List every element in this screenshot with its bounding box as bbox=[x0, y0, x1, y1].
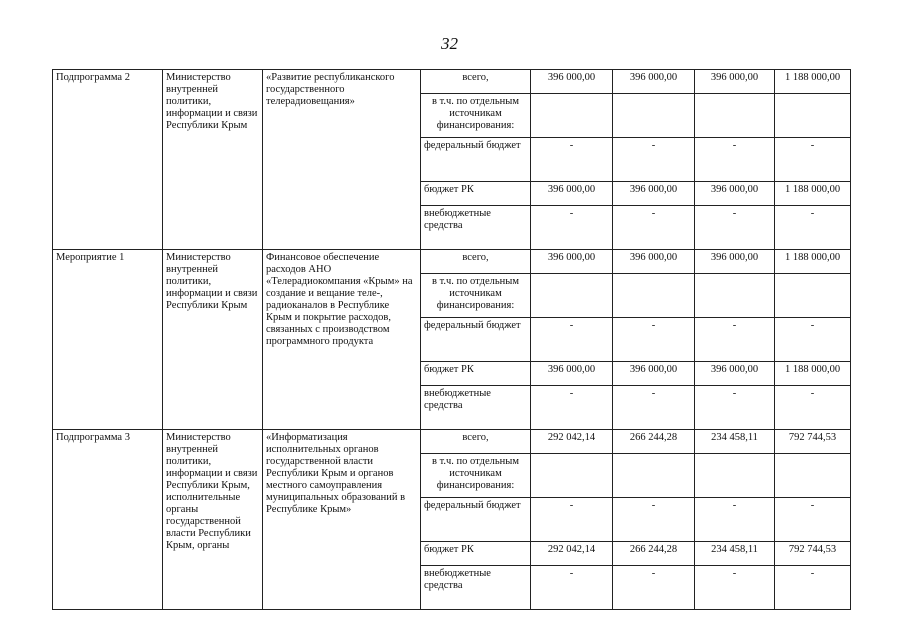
program-title-cell: Финансовое обеспечение расходов АНО «Телерадиокомпания «Крым» на создание и вещание теле-, радиоканалов в Республике Крым и покрытие расходов, связанных с производством программного продукта bbox=[263, 250, 421, 430]
program-code-cell: Мероприятие 1 bbox=[53, 250, 163, 430]
amount-cell: - bbox=[613, 498, 695, 542]
amount-cell: 396 000,00 bbox=[695, 250, 775, 274]
responsible-executor-cell: Министерство внутренней политики, информации и связи Республики Крым, исполнительные органы государственной власти Республики Крым, органы bbox=[163, 430, 263, 610]
program-code-cell: Подпрограмма 2 bbox=[53, 70, 163, 250]
amount-cell bbox=[531, 94, 613, 138]
funding-source-label: всего, bbox=[421, 430, 531, 454]
funding-source-label: федеральный бюджет bbox=[421, 138, 531, 182]
table-row bbox=[53, 70, 851, 94]
amount-cell: - bbox=[531, 498, 613, 542]
funding-source-label: внебюджетные средства bbox=[421, 206, 531, 250]
amount-cell bbox=[531, 274, 613, 318]
amount-cell: 396 000,00 bbox=[695, 182, 775, 206]
amount-cell: 1 188 000,00 bbox=[775, 362, 851, 386]
amount-cell: 266 244,28 bbox=[613, 542, 695, 566]
amount-cell: - bbox=[531, 138, 613, 182]
funding-source-label: всего, bbox=[421, 70, 531, 94]
amount-cell: 396 000,00 bbox=[613, 362, 695, 386]
amount-cell: 234 458,11 bbox=[695, 430, 775, 454]
amount-cell: - bbox=[531, 386, 613, 430]
funding-source-label: в т.ч. по отдельным источникам финансирования: bbox=[421, 94, 531, 138]
program-code-cell: Подпрограмма 3 bbox=[53, 430, 163, 610]
amount-cell: - bbox=[613, 318, 695, 362]
amount-cell bbox=[613, 94, 695, 138]
amount-cell: - bbox=[531, 206, 613, 250]
funding-source-label: бюджет РК bbox=[421, 182, 531, 206]
amount-cell: - bbox=[613, 206, 695, 250]
amount-cell: 1 188 000,00 bbox=[775, 70, 851, 94]
funding-source-label: федеральный бюджет bbox=[421, 498, 531, 542]
amount-cell: - bbox=[695, 386, 775, 430]
amount-cell: 396 000,00 bbox=[695, 70, 775, 94]
amount-cell bbox=[695, 454, 775, 498]
amount-cell: 396 000,00 bbox=[695, 362, 775, 386]
amount-cell: - bbox=[613, 386, 695, 430]
amount-cell bbox=[775, 94, 851, 138]
amount-cell: - bbox=[695, 206, 775, 250]
amount-cell: - bbox=[695, 498, 775, 542]
amount-cell: 1 188 000,00 bbox=[775, 250, 851, 274]
funding-source-label: всего, bbox=[421, 250, 531, 274]
amount-cell: 792 744,53 bbox=[775, 542, 851, 566]
amount-cell bbox=[613, 454, 695, 498]
amount-cell: 396 000,00 bbox=[531, 250, 613, 274]
funding-source-label: бюджет РК bbox=[421, 542, 531, 566]
budget-table bbox=[52, 69, 851, 610]
amount-cell: - bbox=[775, 138, 851, 182]
funding-source-label: в т.ч. по отдельным источникам финансирования: bbox=[421, 274, 531, 318]
responsible-executor-cell: Министерство внутренней политики, информации и связи Республики Крым bbox=[163, 250, 263, 430]
amount-cell: - bbox=[531, 566, 613, 610]
funding-source-label: внебюджетные средства bbox=[421, 386, 531, 430]
funding-source-label: внебюджетные средства bbox=[421, 566, 531, 610]
amount-cell: 396 000,00 bbox=[613, 70, 695, 94]
amount-cell: 396 000,00 bbox=[613, 250, 695, 274]
amount-cell: - bbox=[695, 138, 775, 182]
amount-cell bbox=[775, 274, 851, 318]
amount-cell: - bbox=[775, 566, 851, 610]
amount-cell bbox=[695, 94, 775, 138]
page-number: 32 bbox=[441, 34, 458, 53]
program-title-cell: «Информатизация исполнительных органов государственной власти Республики Крым и органов местного самоуправления муниципальных образований в Республике Крым» bbox=[263, 430, 421, 610]
amount-cell: 396 000,00 bbox=[531, 182, 613, 206]
funding-source-label: в т.ч. по отдельным источникам финансирования: bbox=[421, 454, 531, 498]
amount-cell: 396 000,00 bbox=[531, 362, 613, 386]
amount-cell bbox=[775, 454, 851, 498]
amount-cell: - bbox=[613, 566, 695, 610]
amount-cell: 1 188 000,00 bbox=[775, 182, 851, 206]
amount-cell bbox=[613, 274, 695, 318]
amount-cell: 266 244,28 bbox=[613, 430, 695, 454]
amount-cell: - bbox=[775, 498, 851, 542]
amount-cell bbox=[695, 274, 775, 318]
amount-cell: 234 458,11 bbox=[695, 542, 775, 566]
program-title-cell: «Развитие республиканского государственного телерадиовещания» bbox=[263, 70, 421, 250]
budget-table-body bbox=[53, 70, 851, 610]
amount-cell: - bbox=[695, 566, 775, 610]
amount-cell: 792 744,53 bbox=[775, 430, 851, 454]
amount-cell: - bbox=[775, 318, 851, 362]
amount-cell: - bbox=[775, 206, 851, 250]
amount-cell: 292 042,14 bbox=[531, 542, 613, 566]
table-row bbox=[53, 250, 851, 274]
amount-cell: 396 000,00 bbox=[613, 182, 695, 206]
amount-cell: - bbox=[695, 318, 775, 362]
amount-cell: - bbox=[775, 386, 851, 430]
amount-cell: 396 000,00 bbox=[531, 70, 613, 94]
table-row bbox=[53, 430, 851, 454]
funding-source-label: бюджет РК bbox=[421, 362, 531, 386]
responsible-executor-cell: Министерство внутренней политики, информации и связи Республики Крым bbox=[163, 70, 263, 250]
amount-cell: - bbox=[613, 138, 695, 182]
amount-cell bbox=[531, 454, 613, 498]
amount-cell: - bbox=[531, 318, 613, 362]
funding-source-label: федеральный бюджет bbox=[421, 318, 531, 362]
amount-cell: 292 042,14 bbox=[531, 430, 613, 454]
